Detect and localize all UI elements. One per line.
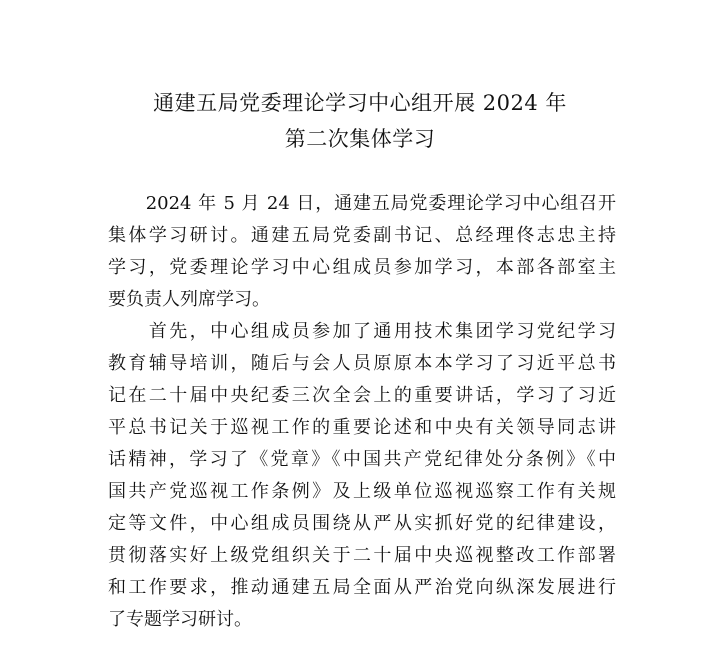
paragraph-line: 记在二十届中央纪委三次全会上的重要讲话，学习了习近: [108, 385, 616, 406]
paragraph-line: 要负责人列席学习。: [108, 289, 270, 310]
paragraph-line: 教育辅导培训，随后与会人员原原本本学习了习近平总书: [108, 353, 616, 374]
paragraph-line: 话精神，学习了《党章》《中国共产党纪律处分条例》《中: [108, 449, 616, 470]
document-title-line-2: 第二次集体学习: [284, 127, 436, 151]
document-title-line-1: 通建五局党委理论学习中心组开展 2024 年: [153, 91, 567, 115]
paragraph-2: [108, 316, 616, 636]
paragraph-line: 2024 年 5 月 24 日，通建五局党委理论学习中心组召开: [108, 193, 616, 214]
paragraph-1: [108, 188, 616, 316]
paragraph-line: 和工作要求，推动通建五局全面从严治党向纵深发展进行: [108, 577, 616, 598]
paragraph-line: 了专题学习研讨。: [108, 609, 252, 630]
paragraph-line: 定等文件，中心组成员围绕从严从实抓好党的纪律建设，: [108, 513, 616, 534]
paragraph-line: 贯彻落实好上级党组织关于二十届中央巡视整改工作部署: [108, 545, 616, 566]
paragraph-line: 学习，党委理论学习中心组成员参加学习，本部各部室主: [108, 257, 616, 278]
paragraph-line: 集体学习研讨。通建五局党委副书记、总经理佟志忠主持: [108, 225, 616, 246]
paragraph-line: 国共产党巡视工作条例》及上级单位巡视巡察工作有关规: [108, 481, 616, 502]
paragraph-line: 平总书记关于巡视工作的重要论述和中央有关领导同志讲: [108, 417, 616, 438]
paragraph-line: 首先，中心组成员参加了通用技术集团学习党纪学习: [108, 321, 616, 342]
